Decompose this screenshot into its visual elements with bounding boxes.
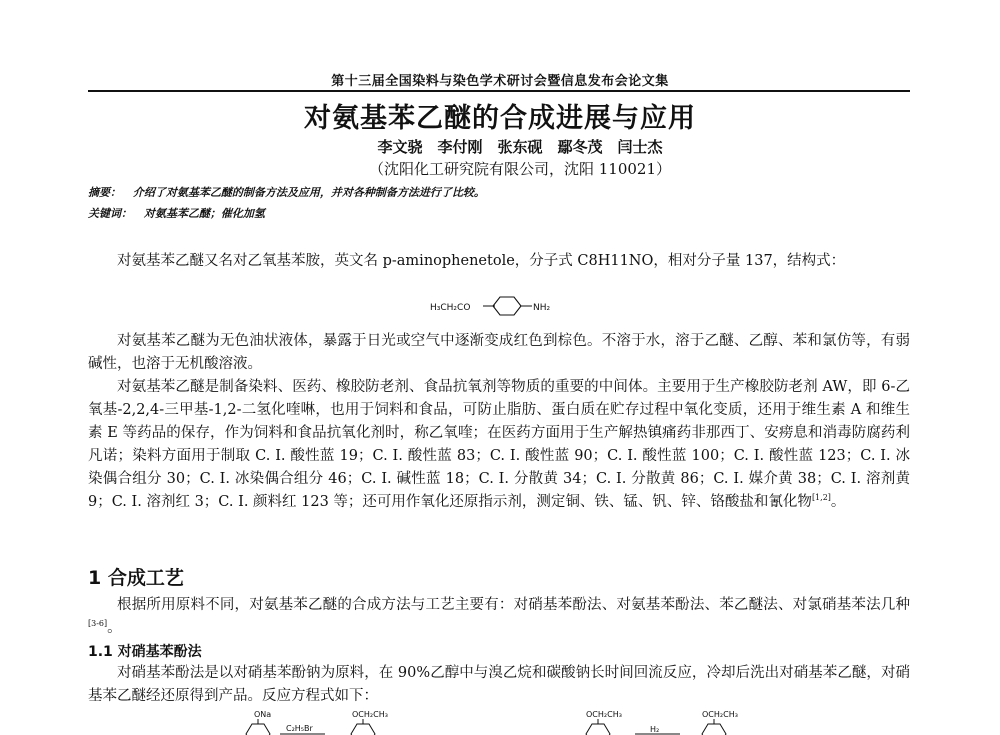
section-1-paragraph-text: 根据所用原料不同，对氨基苯乙醚的合成方法与工艺主要有：对硝基苯酚法、对氨基苯酚法、苯乙醚法、对氯硝基苯法几种 (117, 597, 910, 613)
keywords-text: 对氨基苯乙醚；催化加氢 (143, 207, 265, 220)
product-ring (702, 724, 726, 735)
structure-left-group: H₃CH₂CO (430, 303, 471, 313)
affiliation: （沈阳化工研究院有限公司，沈阳 110021） (368, 160, 672, 178)
intermediate-2-label: OCH₂CH₃ (586, 710, 622, 719)
section-1-paragraph (88, 594, 910, 640)
subsection-heading: 1.1 对硝基苯酚法 (88, 644, 202, 660)
keywords (88, 205, 265, 221)
intro-paragraph-3 (88, 376, 910, 514)
reducer-label: H₂ (650, 725, 660, 734)
structure-right-group: NH₂ (533, 303, 551, 313)
citation: [1,2] (811, 493, 831, 503)
abstract (88, 184, 485, 200)
sentence-end: 。 (107, 620, 122, 636)
keywords-label: 关键词： (88, 207, 132, 220)
intermediate-ring (351, 724, 375, 735)
structure-formula (420, 294, 620, 318)
product-label: OCH₂CH₃ (702, 710, 738, 719)
reagent-label: C₂H₅Br (286, 724, 313, 733)
reactant-label: ONa (254, 710, 272, 719)
header-rule (88, 90, 910, 92)
reaction-equation (220, 708, 820, 735)
authors: 李文骁 李付刚 张东砚 鄢冬茂 闫士杰 (377, 138, 663, 156)
intro-paragraph-3-text: 对氨基苯乙醚是制备染料、医药、橡胶防老剂、食品抗氧剂等物质的重要的中间体。主要用于生产橡胶防老剂 AW，即 6-乙氧基-2,2,4-三甲基-1,2-二氢化喹啉，也用于饲料和食品，可防止脂肪、蛋白质在贮存过程中氧化变质，还用于维生素 A 和维生素 E 等药品的保存，作为饲料和食品抗氧化剂时，称乙氧喹；在医药方面用于生产解热镇痛药非那西丁、安痨息和消毒防腐药利凡诺；染料方面用于制取 C. I. 酸性蓝 19；C. I. 酸性蓝 83；C. I. 酸性蓝 90；C. I. 酸性蓝 100；C. I. 酸性蓝 123；C. I. 冰染偶合组分 30；C. I. 冰染偶合组分 46；C. I. 碱性蓝 18；C. I. 分散黄 34；C. I. 分散黄 86；C. I. 媒介黄 38；C. I. 溶剂黄 9；C. I. 溶剂红 3；C. I. 颜料红 123 等；还可用作氧化还原指示剂，测定铜、铁、锰、钒、锌、铬酸盐和氰化物 (88, 379, 910, 510)
benzene-ring (493, 297, 521, 315)
intermediate-2-ring (586, 724, 610, 735)
intro-paragraph-1: 对氨基苯乙醚又名对乙氧基苯胺，英文名 p-aminophenetole，分子式 C8H11NO，相对分子量 137，结构式： (117, 253, 846, 269)
intro-paragraph-2: 对氨基苯乙醚为无色油状液体，暴露于日光或空气中逐渐变成红色到棕色。不溶于水，溶于乙醚、乙醇、苯和氯仿等，有弱碱性，也溶于无机酸溶液。 (88, 333, 910, 372)
sentence-end: 。 (830, 494, 846, 510)
section-heading: 1 合成工艺 (88, 567, 184, 589)
abstract-text: 介绍了对氨基苯乙醚的制备方法及应用，并对各种制备方法进行了比较。 (132, 186, 485, 199)
paper-title: 对氨基苯乙醚的合成进展与应用 (304, 103, 696, 134)
journal-header: 第十三届全国染料与染色学术研讨会暨信息发布会论文集 (331, 74, 669, 89)
reactant-ring (246, 724, 270, 735)
subsection-paragraph: 对硝基苯酚法是以对硝基苯酚钠为原料，在 90%乙醇中与溴乙烷和碳酸钠长时间回流反应，冷却后洗出对硝基苯乙醚，对硝基苯乙醚经还原得到产品。反应方程式如下： (88, 665, 910, 704)
abstract-label: 摘要： (88, 186, 121, 199)
citation: [3-6] (88, 619, 108, 629)
intermediate-label: OCH₂CH₃ (352, 710, 388, 719)
